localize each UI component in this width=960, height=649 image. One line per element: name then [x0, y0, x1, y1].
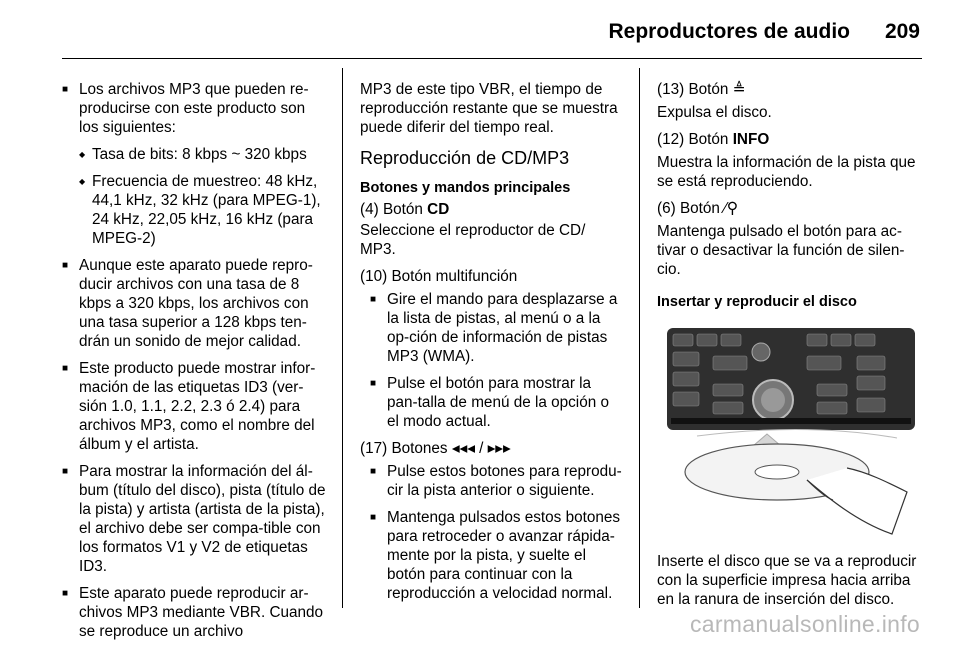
column-2	[360, 80, 624, 611]
button-label: (6) Botón ⁄⚲	[657, 200, 738, 217]
illustration-svg	[657, 322, 919, 542]
cd-slot	[671, 418, 911, 424]
hand	[807, 468, 907, 534]
list-item: ■ Mantenga pulsados estos botones para retroceder o avanzar rápida-mente por la pista, y suelte el botón para continuar con la reproducción a velocidad normal.	[370, 508, 624, 603]
list-item: ■ Los archivos MP3 que pueden re-producirse con este producto son los siguientes:	[62, 80, 326, 137]
label-text: (4) Botón	[360, 201, 428, 218]
paragraph: Seleccione el reproductor de CD/ MP3.	[360, 222, 586, 258]
button-label	[657, 130, 923, 149]
figure-caption: Inserte el disco que se va a reproducir con la superficie impresa hacia arriba en la ranura de inserción del disco.	[657, 553, 917, 608]
button-label: (17) Botones ◂◂◂ / ▸▸▸	[360, 440, 511, 457]
paragraph: Muestra la información de la pista que se está reproduciendo.	[657, 154, 916, 190]
column-1	[62, 80, 326, 649]
column-3	[657, 80, 923, 617]
page-header	[0, 0, 960, 60]
list-item: ■ Este aparato puede reproducir ar-chivos MP3 mediante VBR. Cuando se reproduce un archivo	[62, 584, 326, 641]
paragraph: Expulsa el disco.	[657, 104, 772, 121]
watermark: carmanualsonline.info	[689, 611, 920, 637]
header-divider	[62, 58, 922, 59]
button-label	[360, 200, 624, 219]
sub-list-item: ◆ Tasa de bits: 8 kbps ~ 320 kbps	[62, 145, 326, 164]
list-item: ■ Aunque este aparato puede repro-ducir archivos con una tasa de 8 kbps a 320 kbps, los archivos con una tasa superior a 128 kbps ten-drán un sonido de mejor calidad.	[62, 256, 326, 351]
cd-insert-illustration	[657, 322, 919, 542]
subsection-heading: Insertar y reproducir el disco	[657, 294, 857, 310]
paragraph: Mantenga pulsado el botón para ac-tivar o desactivar la función de silen-cio.	[657, 223, 905, 278]
list-item: ■ Pulse el botón para mostrar la pan-talla de menú de la opción o el modo actual.	[370, 374, 624, 431]
label-key: CD	[427, 201, 450, 218]
list-item: ■ Gire el mando para desplazarse a la lista de pistas, al menú o a la op-ción de información de pistas MP3 (WMA).	[370, 290, 624, 366]
knob-center	[761, 388, 785, 412]
list-item: ■ Pulse estos botones para reprodu-cir la pista anterior o siguiente.	[370, 462, 624, 500]
label-text: (12) Botón	[657, 131, 733, 148]
label-key: INFO	[732, 131, 770, 148]
page-title: Reproductores de audio	[608, 20, 850, 43]
button-label: (13) Botón ≜	[657, 81, 746, 98]
sub-list-item: ◆ Frecuencia de muestreo: 48 kHz, 44,1 kHz, 32 kHz (para MPEG-1), 24 kHz, 22,05 kHz, 16 kHz (para MPEG-2)	[62, 172, 326, 248]
list-item: ■ Para mostrar la información del ál-bum (título del disco), pista (título de la pista) y artista (artista de la pista), el archivo debe ser compa-tible con los formatos V1 y V2 de etiquetas ID3.	[62, 462, 326, 576]
column-divider	[342, 68, 343, 608]
section-heading: Reproducción de CD/MP3	[360, 148, 570, 168]
subsection-heading: Botones y mandos principales	[360, 180, 571, 196]
button-label: (10) Botón multifunción	[360, 268, 518, 285]
console-edge	[697, 429, 897, 438]
page-number: 209	[884, 20, 920, 43]
paragraph: MP3 de este tipo VBR, el tiempo de reproducción restante que se muestra puede diferir del tiempo real.	[360, 81, 618, 136]
column-divider	[639, 68, 640, 608]
power-knob	[752, 343, 770, 361]
disc-center	[755, 465, 799, 479]
list-item: ■ Este producto puede mostrar infor-mación de las etiquetas ID3 (ver-sión 1.0, 1.1, 2.2, 2.3 ó 2.4) para archivos MP3, como el nombre del álbum y el artista.	[62, 359, 326, 454]
